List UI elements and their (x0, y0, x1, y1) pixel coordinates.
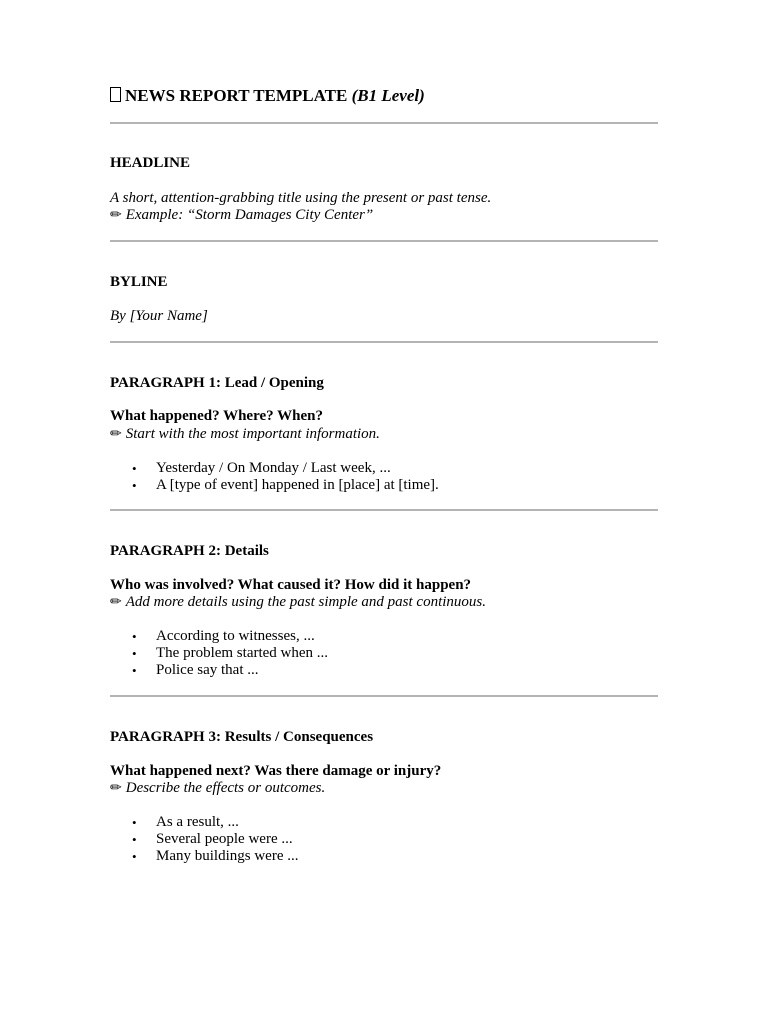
list-item-text: According to witnesses, ... (156, 628, 315, 644)
bullet-icon: • (132, 646, 137, 661)
list-item-text: A [type of event] happened in [place] at [time]. (156, 477, 439, 493)
paragraph2-question: Who was involved? What caused it? How did it happen? (110, 577, 472, 593)
list-item (110, 814, 298, 831)
pencil-icon: ✏ (110, 595, 122, 610)
paragraph1-question: What happened? Where? When? (110, 408, 323, 424)
paragraph1-tip (110, 426, 380, 443)
bullet-icon: • (132, 629, 137, 644)
pencil-icon: ✏ (110, 781, 122, 796)
list-item-text: As a result, ... (156, 814, 239, 830)
paragraph3-tip (110, 780, 325, 797)
paragraph2-tip (110, 594, 486, 611)
list-item (110, 831, 298, 848)
bullet-icon: • (132, 478, 137, 493)
byline-heading: BYLINE (110, 274, 168, 290)
title-main: NEWS REPORT TEMPLATE (125, 86, 348, 105)
paragraph3-question: What happened next? Was there damage or injury? (110, 763, 442, 779)
byline-text: By [Your Name] (110, 308, 208, 324)
divider (110, 695, 658, 697)
paragraph2-bullet-list (110, 628, 328, 679)
paragraph2-heading: PARAGRAPH 2: Details (110, 543, 269, 559)
title-level: (B1 Level) (351, 86, 425, 105)
list-item (110, 662, 328, 679)
paragraph1-heading: PARAGRAPH 1: Lead / Opening (110, 375, 324, 391)
headline-example-text: Example: “Storm Damages City Center” (125, 207, 374, 223)
document-title (110, 86, 425, 106)
list-item (110, 477, 439, 494)
headline-heading: HEADLINE (110, 155, 191, 171)
memo-icon (110, 87, 121, 102)
list-item-text: Yesterday / On Monday / Last week, ... (156, 460, 391, 476)
pencil-icon: ✏ (110, 427, 122, 442)
divider (110, 341, 658, 343)
paragraph3-tip-text: Describe the effects or outcomes. (125, 780, 326, 796)
paragraph1-bullet-list (110, 460, 439, 494)
list-item (110, 628, 328, 645)
list-item-text: The problem started when ... (156, 645, 329, 661)
pencil-icon: ✏ (110, 208, 122, 223)
paragraph3-bullet-list (110, 814, 298, 865)
paragraph2-tip-text: Add more details using the past simple and past continuous. (125, 594, 486, 610)
paragraph3-heading: PARAGRAPH 3: Results / Consequences (110, 729, 374, 745)
divider (110, 240, 658, 242)
bullet-icon: • (132, 849, 137, 864)
divider (110, 122, 658, 124)
bullet-icon: • (132, 815, 137, 830)
bullet-icon: • (132, 663, 137, 678)
list-item-text: Several people were ... (156, 831, 293, 847)
headline-description: A short, attention-grabbing title using the present or past tense. (110, 190, 492, 206)
headline-example (110, 207, 373, 224)
paragraph1-tip-text: Start with the most important information. (125, 426, 380, 442)
bullet-icon: • (132, 832, 137, 847)
divider (110, 509, 658, 511)
list-item-text: Many buildings were ... (156, 848, 299, 864)
list-item-text: Police say that ... (156, 662, 259, 678)
list-item (110, 848, 298, 865)
list-item (110, 460, 439, 477)
list-item (110, 645, 328, 662)
bullet-icon: • (132, 461, 137, 476)
